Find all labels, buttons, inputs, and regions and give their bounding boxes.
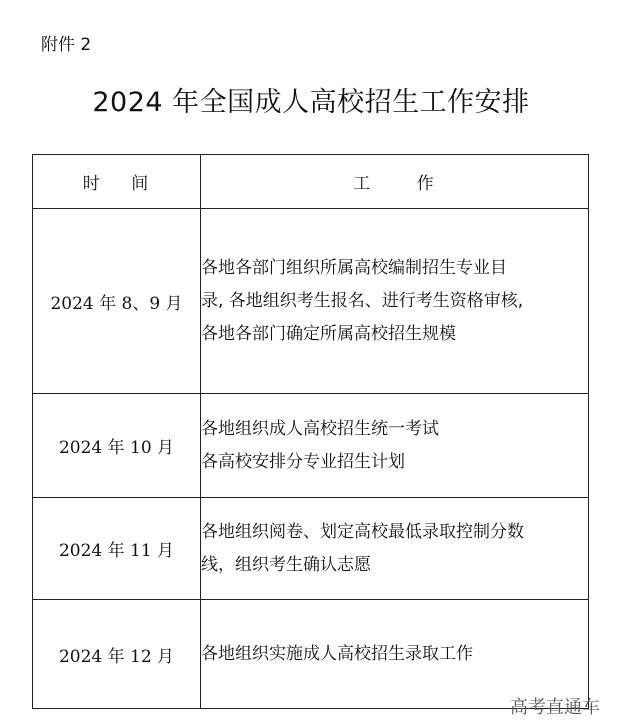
table-row <box>33 498 589 600</box>
work-line: 各地组织成人高校招生统一考试 <box>201 418 439 439</box>
row-work <box>201 498 589 600</box>
watermark: 高考直通车 <box>510 697 600 718</box>
header-work <box>201 155 589 209</box>
row-time: 2024 年 11 月 <box>33 498 201 600</box>
row-time: 2024 年 10 月 <box>33 394 201 498</box>
row-time: 2024 年 8、9 月 <box>33 209 201 394</box>
work-line: 各地各部门组织所属高校编制招生专业目 <box>201 257 507 278</box>
attachment-label: 附件 2 <box>41 35 92 55</box>
work-line: 录, 各地组织考生报名、进行考生资格审核, <box>201 290 524 311</box>
schedule-table <box>32 154 589 709</box>
row-time: 2024 年 12 月 <box>33 600 201 709</box>
header-work-label: 工 作 <box>353 174 436 194</box>
row-work <box>201 209 589 394</box>
table-row <box>33 600 589 709</box>
header-time <box>33 155 201 209</box>
work-line: 各高校安排分专业招生计划 <box>201 451 405 472</box>
table-row <box>33 394 589 498</box>
table-row <box>33 209 589 394</box>
table-header-row <box>33 155 589 209</box>
row-work <box>201 394 589 498</box>
header-time-label: 时 间 <box>82 174 151 194</box>
work-line: 各地组织阅卷、划定高校最低录取控制分数 <box>201 521 524 542</box>
work-line: 线，组织考生确认志愿 <box>201 554 371 575</box>
work-line: 各地各部门确定所属高校招生规模 <box>201 323 456 344</box>
work-line: 各地组织实施成人高校招生录取工作 <box>201 643 473 664</box>
document-title: 2024 年全国成人高校招生工作安排 <box>92 87 530 118</box>
